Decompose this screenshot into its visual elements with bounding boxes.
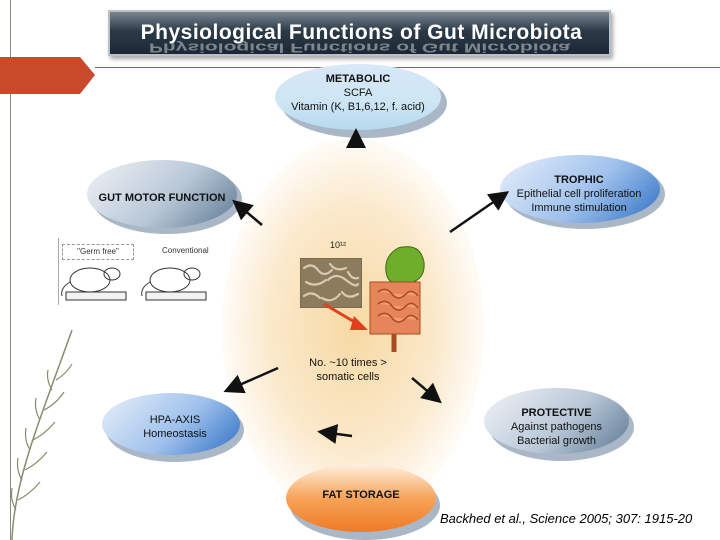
hpa-line1: HPA-AXIS <box>149 414 201 426</box>
title-banner <box>108 10 611 56</box>
cell-count-line1: No. ~10 times > <box>309 357 387 369</box>
red-pointer-arrow <box>322 300 370 334</box>
protective-line2: Bacterial growth <box>517 435 596 447</box>
intestine-illustration <box>356 238 432 356</box>
fat-heading: FAT STORAGE <box>322 489 400 501</box>
metabolic-heading: METABOLIC <box>325 73 391 85</box>
red-rule <box>95 67 720 68</box>
metabolic-line2: Vitamin (K, B1,6,12, f. acid) <box>291 101 425 113</box>
bacteria-count-label: 10¹² <box>330 240 347 250</box>
gut-motor-heading: GUT MOTOR FUNCTION <box>98 192 226 204</box>
protective-line1: Against pathogens <box>510 421 603 433</box>
protective-label <box>484 406 629 448</box>
title-reflection: Physiological Functions of Gut Microbiota <box>148 40 571 55</box>
gut-motor-label <box>87 191 237 205</box>
metabolic-label <box>275 72 441 114</box>
protective-heading: PROTECTIVE <box>521 407 592 419</box>
trophic-label <box>498 173 660 215</box>
cell-count-label <box>278 356 418 384</box>
trophic-line2: Immune stimulation <box>531 202 627 214</box>
slide-title: Physiological Functions of Gut Microbiota <box>140 21 583 44</box>
metabolic-line1: SCFA <box>343 87 373 99</box>
trophic-line1: Epithelial cell proliferation <box>516 188 642 200</box>
red-arrow-tab <box>0 57 95 94</box>
fern-ornament <box>0 310 75 540</box>
fat-label <box>286 488 436 502</box>
hpa-line2: Homeostasis <box>143 428 207 440</box>
germ-free-label: "Germ free" <box>62 244 134 260</box>
trophic-heading: TROPHIC <box>554 174 604 186</box>
hpa-label <box>102 413 248 441</box>
cell-count-line2: somatic cells <box>316 371 380 383</box>
citation: Backhed et al., Science 2005; 307: 1915-20 <box>440 511 693 526</box>
conventional-label: Conventional <box>162 246 209 255</box>
